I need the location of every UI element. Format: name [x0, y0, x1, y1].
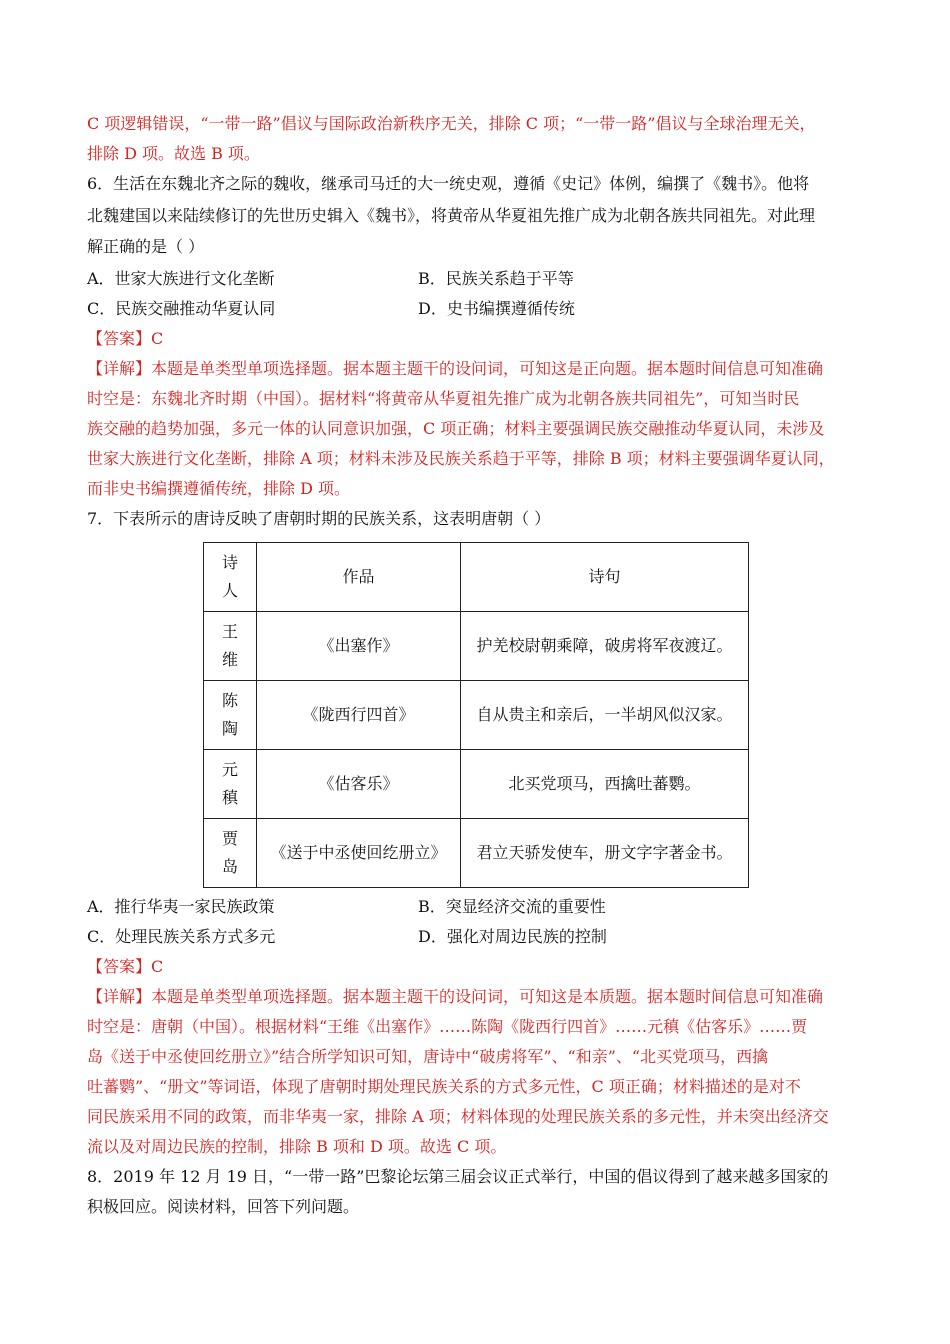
- verse-cell: 护羌校尉朝乘障，破虏将军夜渡辽。: [461, 612, 749, 681]
- q8-stem-line: 8．2019 年 12 月 19 日，“一带一路”巴黎论坛第三届会议正式举行，中国的倡议得到了越来越多国家的: [87, 1167, 829, 1186]
- poet-cell: 陈陶: [204, 681, 257, 750]
- table-row: [204, 750, 749, 819]
- header-work: 作品: [257, 543, 461, 612]
- q6-explanation-line: 族交融的趋势加强，多元一体的认同意识加强，C 项正确；材料主要强调民族交融推动华夏认同，未涉及: [87, 419, 825, 438]
- prev-explanation-line: 排除 D 项。故选 B 项。: [87, 144, 260, 163]
- q6-explanation-line: 而非史书编撰遵循传统，排除 D 项。: [87, 479, 351, 498]
- q7-answer: 【答案】C: [87, 957, 164, 976]
- q6-stem-line: 解正确的是（ ）: [87, 237, 205, 256]
- q7-explanation-line: 流以及对周边民族的控制，排除 B 项和 D 项。故选 C 项。: [87, 1137, 507, 1156]
- q6-answer: 【答案】C: [87, 329, 164, 348]
- poet-cell: 王维: [204, 612, 257, 681]
- q8-stem-line: 积极回应。阅读材料，回答下列问题。: [87, 1197, 360, 1216]
- q6-stem-line: 6．生活在东魏北齐之际的魏收，继承司马迁的大一统史观，遵循《史记》体例，编撰了《魏书》。他将: [87, 174, 810, 193]
- poems-table: [203, 542, 749, 888]
- q7-explanation-line: 同民族采用不同的政策，而非华夷一家，排除 A 项；材料体现的处理民族关系的多元性，并未突出经济交: [87, 1107, 829, 1126]
- q7-option-c: C．处理民族关系方式多元: [87, 927, 276, 946]
- q7-option-a: A．推行华夷一家民族政策: [87, 897, 275, 916]
- verse-cell: 君立天骄发使车，册文字字著金书。: [461, 819, 749, 888]
- q6-option-d: D．史书编撰遵循传统: [418, 299, 575, 318]
- q7-explanation-line: 岛《送于中丞使回纥册立》”结合所学知识可知，唐诗中“破虏将军”、“和亲”、“北买党项马，西擒: [87, 1047, 769, 1066]
- q6-stem-line: 北魏建国以来陆续修订的先世历史辑入《魏书》，将黄帝从华夏祖先推广成为北朝各族共同祖先。对此理: [87, 206, 816, 225]
- verse-cell: 自从贵主和亲后，一半胡风似汉家。: [461, 681, 749, 750]
- poet-cell: 贾岛: [204, 819, 257, 888]
- header-verse: 诗句: [461, 543, 749, 612]
- q7-option-d: D．强化对周边民族的控制: [418, 927, 607, 946]
- work-cell: 《送于中丞使回纥册立》: [257, 819, 461, 888]
- q7-explanation-line: 【详解】本题是单类型单项选择题。据本题主题干的设问词，可知这是本质题。据本题时间信息可知准确: [87, 987, 824, 1006]
- q7-explanation-line: 吐蕃鹦”、“册文”等词语，体现了唐朝时期处理民族关系的方式多元性，C 项正确；材料描述的是对不: [87, 1077, 801, 1096]
- q6-explanation-line: 世家大族进行文化垄断，排除 A 项；材料未涉及民族关系趋于平等，排除 B 项；材料主要强调华夏认同，: [87, 449, 835, 468]
- q6-option-b: B．民族关系趋于平等: [418, 269, 574, 288]
- verse-cell: 北买党项马，西擒吐蕃鹦。: [461, 750, 749, 819]
- q6-explanation-line: 【详解】本题是单类型单项选择题。据本题主题干的设问词，可知这是正向题。据本题时间信息可知准确: [87, 359, 824, 378]
- table-row: [204, 819, 749, 888]
- work-cell: 《估客乐》: [257, 750, 461, 819]
- header-poet: 诗人: [204, 543, 257, 612]
- work-cell: 《陇西行四首》: [257, 681, 461, 750]
- poet-cell: 元稹: [204, 750, 257, 819]
- q6-option-c: C．民族交融推动华夏认同: [87, 299, 276, 318]
- prev-explanation-line: C 项逻辑错误，“一带一路”倡议与国际政治新秩序无关，排除 C 项；“一带一路”倡议与全球治理无关，: [87, 114, 816, 133]
- q7-stem: 7．下表所示的唐诗反映了唐朝时期的民族关系，这表明唐朝（ ）: [87, 509, 551, 528]
- q7-explanation-line: 时空是：唐朝（中国）。根据材料“王维《出塞作》……陈陶《陇西行四首》……元稹《估客乐》……贾: [87, 1017, 808, 1036]
- table-header-row: [204, 543, 749, 612]
- q6-option-a: A．世家大族进行文化垄断: [87, 269, 275, 288]
- table-row: [204, 612, 749, 681]
- table-row: [204, 681, 749, 750]
- q7-option-b: B．突显经济交流的重要性: [418, 897, 606, 916]
- work-cell: 《出塞作》: [257, 612, 461, 681]
- q6-explanation-line: 时空是：东魏北齐时期（中国）。据材料“将黄帝从华夏祖先推广成为北朝各族共同祖先”，可知当时民: [87, 389, 800, 408]
